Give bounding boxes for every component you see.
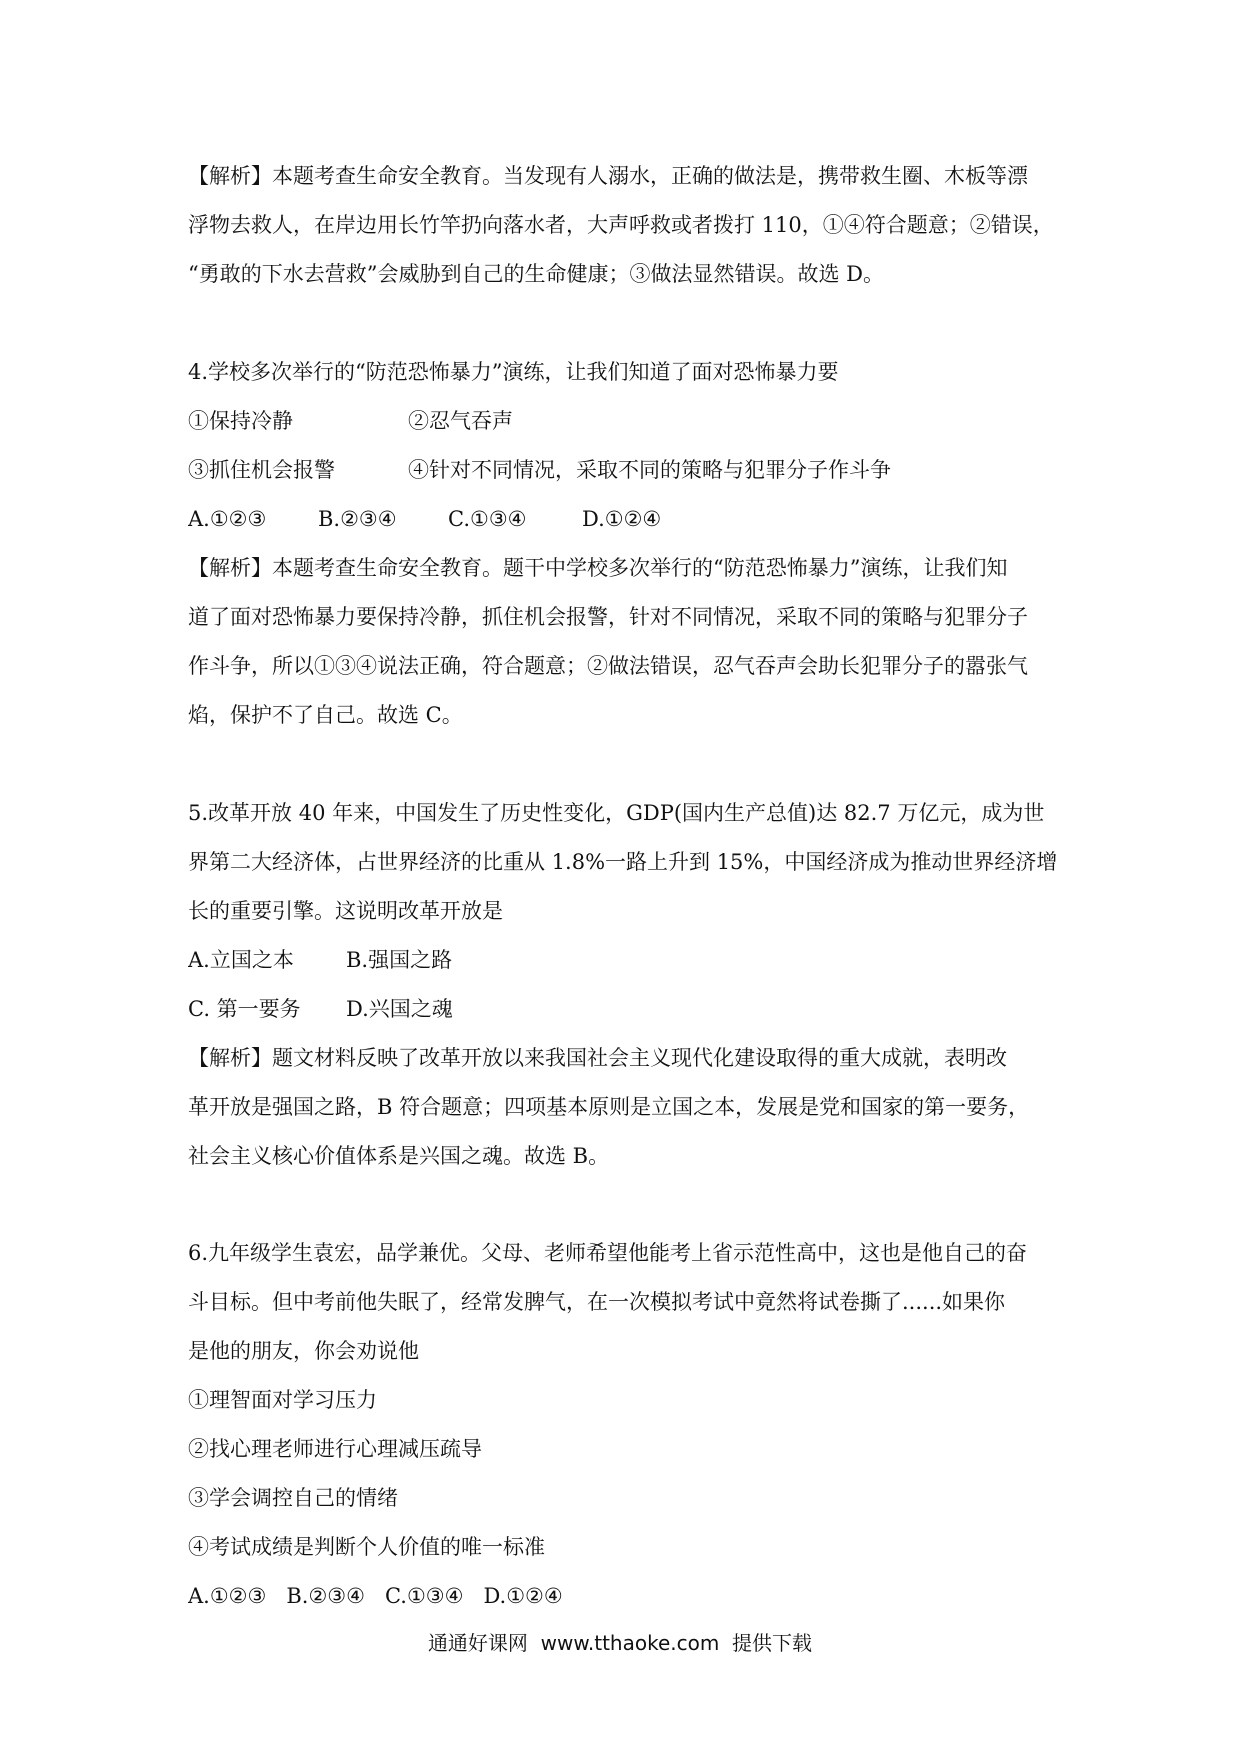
q4-items-row-2 [188, 455, 1068, 485]
q5-option-c: C. 第一要务 [188, 997, 301, 1021]
q5-option-d: D.兴国之魂 [346, 997, 453, 1021]
q6-item-2: ②找心理老师进行心理减压疏导 [188, 1437, 482, 1461]
q6-stem-line-2: 斗目标。但中考前他失眠了，经常发脾气，在一次模拟考试中竟然将试卷撕了......如果你 [188, 1290, 1006, 1314]
page-footer: 通通好课网 www.tthaoke.com 提供下载 [427, 1631, 813, 1655]
q5-option-a: A.立国之本 [188, 948, 294, 972]
q5-stem-line-3: 长的重要引擎。这说明改革开放是 [188, 899, 503, 923]
q3-analysis-line-3: “勇敢的下水去营救”会威胁到自己的生命健康；③做法显然错误。故选 D。 [188, 262, 884, 286]
q3-analysis-line-2: 浮物去救人，在岸边用长竹竿扔向落水者，大声呼救或者拨打 110，①④符合题意；②错误， [188, 213, 1054, 237]
q4-item-1: ①保持冷静 [188, 409, 293, 433]
q4-item-4: ④针对不同情况，采取不同的策略与犯罪分子作斗争 [408, 458, 891, 482]
q4-stem: 4.学校多次举行的“防范恐怖暴力”演练，让我们知道了面对恐怖暴力要 [188, 360, 839, 384]
q5-analysis-line-2: 革开放是强国之路，B 符合题意；四项基本原则是立国之本，发展是党和国家的第一要务， [188, 1095, 1030, 1119]
q4-item-2: ②忍气吞声 [408, 409, 513, 433]
q4-analysis-line-3: 作斗争，所以①③④说法正确，符合题意；②做法错误，忍气吞声会助长犯罪分子的嚣张气 [188, 654, 1028, 678]
q4-items-row-1 [188, 406, 1068, 436]
q5-stem-line-1: 5.改革开放 40 年来，中国发生了历史性变化，GDP(国内生产总值)达 82.7 万亿元，成为世 [188, 801, 1045, 825]
q4-options [188, 504, 1068, 534]
q4-analysis-line-1: 【解析】本题考查生命安全教育。题干中学校多次举行的“防范恐怖暴力”演练，让我们知 [188, 556, 1008, 580]
q5-options-row-2 [188, 994, 1068, 1024]
q4-option-c: C.①③④ [448, 507, 527, 531]
q6-stem-line-1: 6.九年级学生袁宏，品学兼优。父母、老师希望他能考上省示范性高中，这也是他自己的奋 [188, 1241, 1028, 1265]
q4-option-a: A.①②③ [188, 507, 267, 531]
q6-item-1: ①理智面对学习压力 [188, 1388, 377, 1412]
q5-stem-line-2: 界第二大经济体，占世界经济的比重从 1.8%一路上升到 15%，中国经济成为推动世界经济增 [188, 850, 1058, 874]
q5-option-b: B.强国之路 [346, 948, 453, 972]
q6-item-3: ③学会调控自己的情绪 [188, 1486, 398, 1510]
q6-stem-line-3: 是他的朋友，你会劝说他 [188, 1339, 419, 1363]
q4-item-3: ③抓住机会报警 [188, 458, 335, 482]
q4-option-b: B.②③④ [318, 507, 397, 531]
q4-analysis-line-4: 焰，保护不了自己。故选 C。 [188, 703, 463, 727]
q5-analysis-line-3: 社会主义核心价值体系是兴国之魂。故选 B。 [188, 1144, 610, 1168]
q4-analysis-line-2: 道了面对恐怖暴力要保持冷静，抓住机会报警，针对不同情况，采取不同的策略与犯罪分子 [188, 605, 1028, 629]
q6-item-4: ④考试成绩是判断个人价值的唯一标准 [188, 1535, 545, 1559]
q5-options-row-1 [188, 945, 1068, 975]
q4-option-d: D.①②④ [582, 507, 662, 531]
q3-analysis-line-1: 【解析】本题考查生命安全教育。当发现有人溺水，正确的做法是，携带救生圈、木板等漂 [188, 164, 1028, 188]
q6-options: A.①②③ B.②③④ C.①③④ D.①②④ [188, 1584, 563, 1608]
q5-analysis-line-1: 【解析】题文材料反映了改革开放以来我国社会主义现代化建设取得的重大成就，表明改 [188, 1046, 1007, 1070]
